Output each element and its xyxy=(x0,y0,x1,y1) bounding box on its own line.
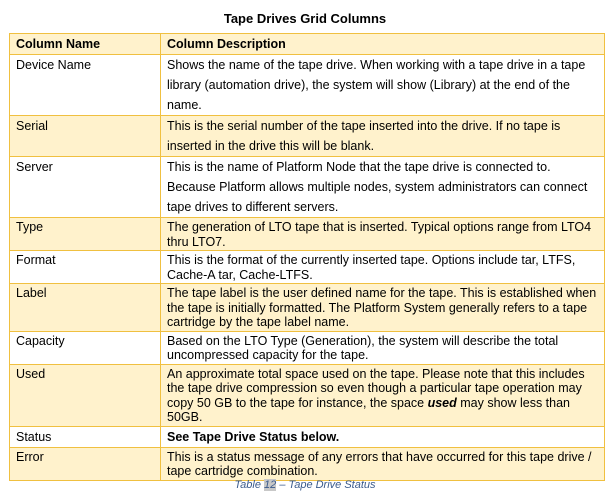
table-title: Tape Drives Grid Columns xyxy=(223,11,387,26)
table-row xyxy=(10,218,605,251)
used-desc-start: An approximate total space used on the tape. Please note that this includes the tape drive compression so even though a particular tape operation may copy 50 GB to the tape for instance, the space xyxy=(167,366,585,410)
table-row xyxy=(10,251,605,284)
row-description: This is the format of the currently inserted tape. Options include tar, LTFS, Cache-A tar, Cache-LTFS. xyxy=(161,251,605,284)
table-header-row xyxy=(10,34,605,55)
caption-prefix: Table xyxy=(234,479,265,491)
row-name: Serial xyxy=(10,116,161,157)
table-row xyxy=(10,426,605,447)
table-caption xyxy=(0,478,610,492)
table-row xyxy=(10,284,605,332)
row-description: Shows the name of the tape drive. When working with a tape drive in a tape library (automation drive), the system will show (Library) at the end of the name. xyxy=(161,55,605,116)
column-description-header: Column Description xyxy=(161,34,605,55)
row-description: The tape label is the user defined name for the tape. This is established when the tape is initially formatted. The Platform System generally refers to a tape cartridge by the tape label name. xyxy=(161,284,605,332)
caption-number: 12 xyxy=(264,479,277,491)
used-desc-end: may show less than 50GB. xyxy=(167,395,571,424)
table-row xyxy=(10,331,605,364)
row-name: Label xyxy=(10,284,161,332)
table-row xyxy=(10,55,605,116)
column-name-header: Column Name xyxy=(10,34,161,55)
row-description: The generation of LTO tape that is inserted. Typical options range from LTO4 thru LTO7. xyxy=(161,218,605,251)
caption-suffix: – Tape Drive Status xyxy=(276,479,376,491)
table-row xyxy=(10,157,605,218)
row-name: Format xyxy=(10,251,161,284)
row-name: Capacity xyxy=(10,331,161,364)
row-name: Status xyxy=(10,426,161,447)
tape-drives-grid-columns-table xyxy=(9,33,605,481)
table-row xyxy=(10,447,605,480)
row-description: This is a status message of any errors that have occurred for this tape drive / tape cartridge combination. xyxy=(161,447,605,480)
row-name: Type xyxy=(10,218,161,251)
row-name: Error xyxy=(10,447,161,480)
row-name: Server xyxy=(10,157,161,218)
row-name: Used xyxy=(10,364,161,426)
row-description: This is the serial number of the tape inserted into the drive. If no tape is inserted in the drive this will be blank. xyxy=(161,116,605,157)
table-row xyxy=(10,116,605,157)
row-description xyxy=(161,364,605,426)
row-description: This is the name of Platform Node that the tape drive is connected to. Because Platform allows multiple nodes, system administrators can connect tape drives to different servers. xyxy=(161,157,605,218)
row-description: See Tape Drive Status below. xyxy=(161,426,605,447)
table-row xyxy=(10,364,605,426)
row-description: Based on the LTO Type (Generation), the system will describe the total uncompressed capacity for the tape. xyxy=(161,331,605,364)
used-emphasis: used xyxy=(427,395,457,410)
row-name: Device Name xyxy=(10,55,161,116)
